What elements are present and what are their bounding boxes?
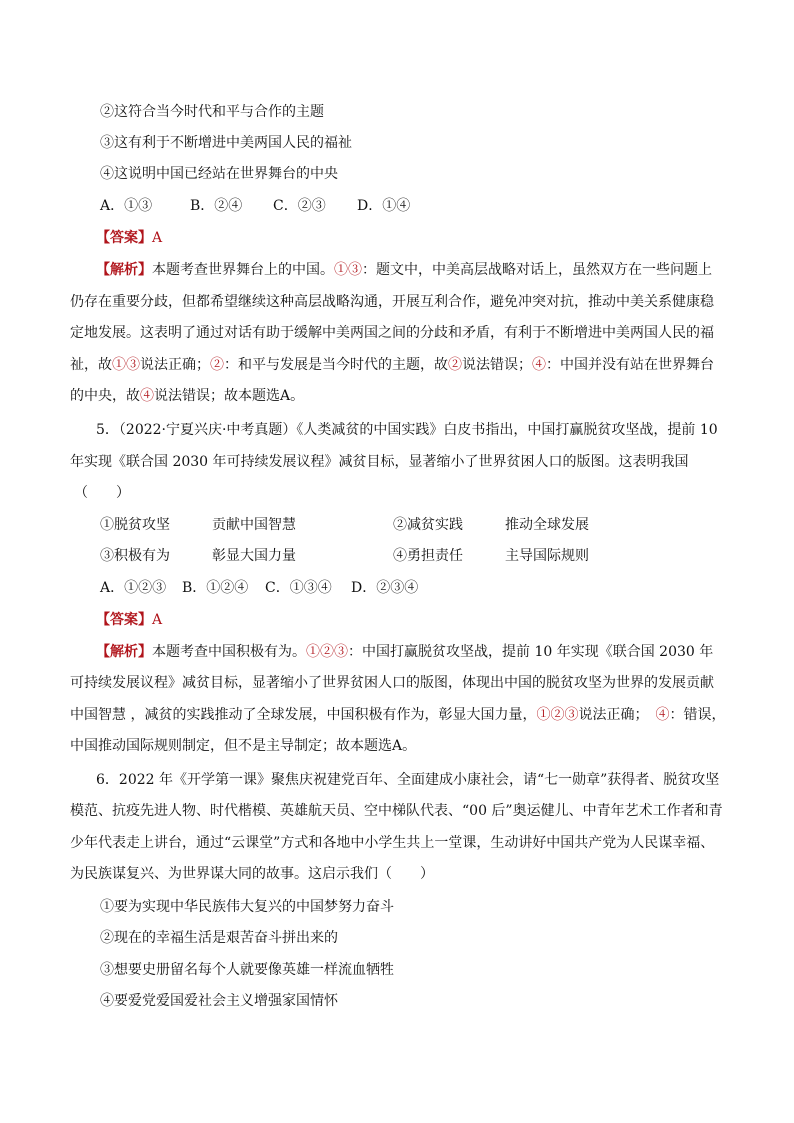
q5-analysis-line-2: 可持续发展议程》减贫目标，显著缩小了世界贫困人口的版图，体现出中国的脱贫攻坚为世界的发展贡献: [70, 675, 714, 691]
q4-choice-a: A．①③: [100, 198, 153, 214]
q5-table-cell: ②减贫实践: [393, 517, 463, 533]
q5-stem-line-3: （ ）: [74, 485, 130, 501]
analysis-marker: ①③: [334, 262, 362, 278]
analysis-text: 本题考查中国积极有为。: [152, 644, 306, 660]
q6-option-item-2: ②现在的幸福生活是艰苦奋斗拼出来的: [100, 930, 338, 946]
q6-stem-line-2: 模范、抗疫先进人物、时代楷模、英雄航天员、空中梯队代表、“00 后”奥运健儿、中青年艺术工作者和青: [70, 803, 723, 819]
q5-table-row-1: [100, 515, 660, 535]
analysis-text: 中国智慧 ，减贫的实践推动了全球发展，中国积极有作为，彰显大国力量，: [70, 707, 537, 723]
q4-option-item-2: ②这符合当今时代和平与合作的主题: [100, 104, 324, 120]
q4-analysis-line-5: [70, 386, 304, 406]
q4-analysis-line-3: 定地发展。这表明了通过对话有助于缓解中美两国之间的分歧和矛盾，有利于不断增进中美两国人民的福: [70, 325, 714, 341]
analysis-text: ：中国打赢脱贫攻坚战，提前 10 年实现《联合国 2030 年: [348, 644, 714, 660]
answer-label: 【答案】: [96, 612, 152, 628]
q6-stem-line-3: 少年代表走上讲台，通过“云课堂”方式和各地中小学生共上一堂课，生动讲好中国共产党为人民谋幸福、: [70, 835, 715, 851]
q4-analysis-line-1: [96, 260, 712, 280]
q5-choice-c: C．①③④: [265, 580, 332, 596]
q5-choices: [100, 578, 520, 598]
answer-value: A: [152, 612, 163, 628]
analysis-label: 【解析】: [96, 644, 152, 660]
q4-analysis-line-2: 仍存在重要分歧，但都希望继续这种高层战略沟通，开展互利合作，避免冲突对抗，推动中美关系健康稳: [70, 294, 714, 310]
q5-table-cell: 推动全球发展: [505, 517, 589, 533]
q6-stem-line-4: 为民族谋复兴、为世界谋大同的故事。这启示我们（ ）: [70, 866, 434, 882]
analysis-text: 说法错误；故本题选A。: [154, 388, 305, 404]
q4-option-item-4: ④这说明中国已经站在世界舞台的中央: [100, 166, 338, 182]
q4-choices: [100, 196, 520, 216]
q4-answer: [96, 228, 162, 248]
analysis-text: 说法正确；: [578, 707, 656, 723]
analysis-text: ：题文中，中美高层战略对话上，虽然双方在一些问题上: [362, 262, 712, 278]
q5-analysis-line-4: 中国推动国际规则制定，但不是主导制定；故本题选A。: [70, 738, 417, 754]
analysis-marker: ④: [655, 707, 670, 723]
analysis-text: 祉，故: [70, 357, 112, 373]
q6-option-item-1: ①要为实现中华民族伟大复兴的中国梦努力奋斗: [100, 899, 394, 915]
q4-choice-d: D．①④: [357, 198, 411, 214]
q6-option-item-4: ④要爱党爱国爱社会主义增强家国情怀: [100, 993, 338, 1009]
q5-stem-line-1: 5．（2022·宁夏兴庆·中考真题）《人类减贫的中国实践》白皮书指出，中国打赢脱贫攻坚战，提前 10: [96, 422, 718, 438]
analysis-text: 说法正确；: [140, 357, 210, 373]
answer-value: A: [152, 230, 163, 246]
answer-label: 【答案】: [96, 230, 152, 246]
analysis-marker: ④: [140, 388, 154, 404]
analysis-text: ：和平与发展是当今时代的主题，故: [224, 357, 448, 373]
analysis-marker: ②: [448, 357, 462, 373]
q5-analysis-line-3: [70, 705, 725, 725]
q5-table-cell: ③积极有为: [100, 548, 170, 564]
q4-choice-b: B．②④: [190, 198, 243, 214]
q5-table-cell: ④勇担责任: [393, 548, 463, 564]
q5-choice-a: A．①②③: [100, 580, 167, 596]
q5-answer: [96, 610, 162, 630]
q6-option-item-3: ③想要史册留名每个人就要像英雄一样流血牺牲: [100, 962, 394, 978]
q5-stem-line-2: 年实现《联合国 2030 年可持续发展议程》减贫目标，显著缩小了世界贫困人口的版图。这表明我国: [70, 454, 689, 470]
analysis-marker: ①③: [112, 357, 140, 373]
q5-table-cell: 彰显大国力量: [212, 548, 296, 564]
q4-option-item-3: ③这有利于不断增进中美两国人民的福祉: [100, 135, 352, 151]
analysis-marker: ①②③: [306, 644, 348, 660]
q5-table-row-2: [100, 546, 660, 566]
q5-table-cell: 主导国际规则: [505, 548, 589, 564]
q4-analysis-line-4: [70, 355, 714, 375]
analysis-text: 说法错误；: [462, 357, 532, 373]
q5-choice-b: B．①②④: [182, 580, 249, 596]
q5-analysis-line-1: [96, 642, 713, 662]
q5-table-cell: 贡献中国智慧: [212, 517, 296, 533]
analysis-marker: ①②③: [536, 707, 579, 723]
analysis-text: ：中国并没有站在世界舞台: [546, 357, 714, 373]
analysis-marker: ④: [532, 357, 546, 373]
analysis-label: 【解析】: [96, 262, 152, 278]
analysis-text: 本题考查世界舞台上的中国。: [152, 262, 334, 278]
q5-choice-d: D．②③④: [351, 580, 419, 596]
analysis-text: 的中央，故: [70, 388, 140, 404]
q6-stem-line-1: 6．2022 年《开学第一课》聚焦庆祝建党百年、全面建成小康社会，请“七一勋章”获得者、脱贫攻坚: [96, 772, 720, 788]
analysis-marker: ②: [210, 357, 224, 373]
q5-table-cell: ①脱贫攻坚: [100, 517, 170, 533]
analysis-text: ：错误，: [669, 707, 726, 723]
q4-choice-c: C．②③: [273, 198, 326, 214]
